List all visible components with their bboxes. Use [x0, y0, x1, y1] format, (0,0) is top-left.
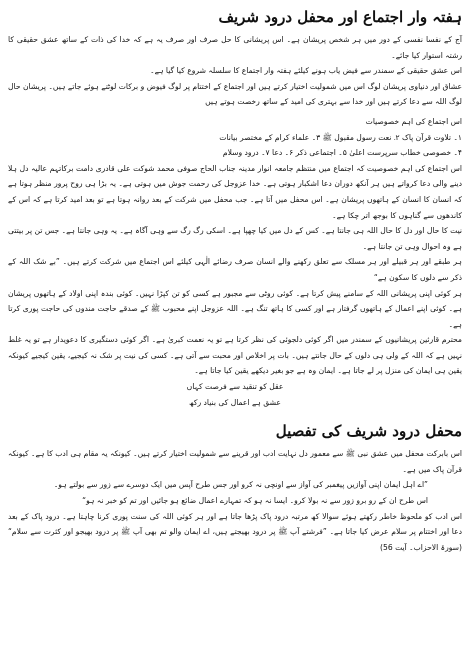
features-line: ۱۔ تلاوت قرآن پاک ۲۔ نعت رسول مقبول ﷺ ۳۔ علماء کرام کے مختصر بیانات — [219, 132, 462, 142]
features-line: ۴۔ خصوصی خطاب سرپرست اعلیٰ ۵۔ اجتماعی ذکر ۶۔ دعا ۷۔ درود وسلام — [222, 148, 462, 158]
detail-paragraph: محترم قارئین پریشانیوں کے سمندر میں اگر کوئی دلجوئی کی نظر کرتا ہے تو یہ نعمت کبریٰ ہے۔ اگر کوئی دستگیری کا دعویدار ہے تو یہ غلط نہیں ہے کہ اللہ کے ولی ہی دلوں کے حال جانتے ہیں۔ بات پر اخلاص اور محبت سے آتی ہے۔ کسی کی نیت پر شک نہ کیجیے، یقین کیجیے کیونکہ یقین ہی ایمان کی منزل پر لے جاتا ہے۔ ایمان وہ ہے جو بغیر دیکھے یقین کیا جاتا ہے۔ — [8, 335, 462, 376]
intro-paragraph: اس عشق حقیقی کے سمندر سے فیض یاب ہونے کیلئے ہفتہ وار اجتماع کا سلسلہ شروع کیا گیا ہے۔ — [150, 66, 462, 76]
section2-intro: اس بابرکت محفل میں عشق نبی ﷺ سے معمور دل نہایت ادب اور قرینے سے شمولیت اختیار کرتے ہیں۔ کیونکہ یہ مقام ہی ادب کا ہے۔ کیونکہ قرآن پاک میں ہے۔ — [8, 449, 462, 474]
features-heading: اس اجتماع کی اہم خصوصیات — [365, 116, 462, 126]
detail-paragraph: ہر کوئی اپنی پریشانی اللہ کے سامنے پیش کرتا ہے۔ کوئی روٹی سے مجبور ہے کسی کو تن کپڑا نہیں۔ کوئی بندہ اپنی اولاد کے ہاتھوں پریشان ہے۔ کوئی اپنے اعمال کے ہاتھوں گرفتار ہے اور کسی کا ہاتھ تنگ ہے۔ اللہ عزوجل اپنے محبوب ﷺ کے صدقے حاجت مندوں کی حاجت پوری کرتا ہے۔ — [8, 288, 462, 329]
section2-body — [8, 446, 462, 555]
intro-paragraph: عشاق اور دنیاوی پریشان لوگ اس میں شمولیت اختیار کرتے ہیں اور اجتماع کے اختتام پر لوگ فیوض و برکات لوٹتے ہوئے جاتے ہیں۔ پریشان حال لوگ اللہ سے دعا کرتے ہیں اور خدا سے بہتری کی امید کے ساتھ رخصت ہوتے ہیں — [8, 81, 462, 107]
closing-paragraph: اس ادب کو ملحوظ خاطر رکھتے ہوئے سوالا کھ مرتبہ درود پاک پڑھا جاتا ہے اور ہر کوئی اللہ کی سنت پوری کرنا چاہتا ہے۔ درود پاک کے بعد دعا اور اختتام پر سلام عرض کیا جاتا ہے۔ ”فرشتے آپ ﷺ پر درود بھیجتے ہیں، اے ایمان والو تم بھی آپ ﷺ پر درود بھیجو اور کثرت سے سلام“ (سورۃ الاحزاب۔ آیت 56) — [8, 511, 462, 552]
couplet-line: عشق ہے اعمال کی بنیاد رکھ — [189, 397, 281, 407]
detail-paragraph: ہر طبقے اور ہر قبیلے اور ہر مسلک سے تعلق رکھنے والے انسان صرف رضائے الٰہی کیلئے اس اجتماع میں شرکت کرتے ہیں۔ ”بے شک اللہ کے ذکر سے دلوں کا سکون ہے“ — [8, 257, 462, 282]
features-list — [8, 130, 462, 161]
verse-line: اس طرح ان کے رو برو زور سے نہ بولا کرو۔ ایسا نہ ہو کہ تمہارے اعمال ضائع ہو جائیں اور تم کو خبر نہ ہو“ — [82, 496, 428, 506]
section2-title: محفل درود شریف کی تفصیل — [275, 422, 462, 441]
detail-paragraph: نیت کا حال اور دل کا حال اللہ ہی جانتا ہے۔ کس کے دل میں کیا چھپا ہے۔ اسکی رگ رگ سے وہی آگاہ ہے۔ یہ وہی جانتا ہے۔ جس تن پر بیتتی ہے وہ احوال وہی تن جانتا ہے۔ — [8, 226, 462, 251]
intro-paragraph: آج کے نفسا نفسی کے دور میں ہر شخص پریشان ہے۔ اس پریشانی کا حل صرف اور صرف یہ ہے کہ خدا کی ذات کے ساتھ عشق حقیقی کا رشتہ استوار کیا جائے۔ — [8, 35, 462, 60]
verse-line: ”اے اہل ایمان اپنی آوازیں پیغمبر کی آواز سے اونچی نہ کرو اور جس طرح آپس میں ایک دوسرے سے زور سے بولتے ہو۔ — [53, 480, 428, 490]
section1-body — [8, 32, 462, 410]
section1-title: ہفتہ وار اجتماع اور محفل درود شریف — [218, 8, 462, 26]
couplet-line: عقل کو تنقید سے فرصت کہاں — [186, 382, 284, 392]
detail-paragraph: اس اجتماع کی اہم خصوصیت کہ اجتماع میں منتظم جامعہ انوار مدینہ جناب الحاج صوفی محمد شوکت علی قادری دامت برکاتہم عالیہ دل ہلا دینے والی دعا کرواتے ہیں ہر آنکھ دوران دعا اشکبار ہوتی ہے۔ خدا عزوجل کی رحمت جوش میں ہوتی ہے۔ یہ بڑا ہی روح پرور منظر ہوتا ہے کہ انسان کا انسان کے ہاتھوں پریشان ہے۔ اس محفل میں آتا ہے۔ جب محفل میں شرکت کے بعد روانہ ہوتا ہے تو بعد امید کرتا ہے کہ اس کے کاندھوں سے گناہوں کا بوجھ اتر چکا ہے۔ — [8, 163, 462, 220]
